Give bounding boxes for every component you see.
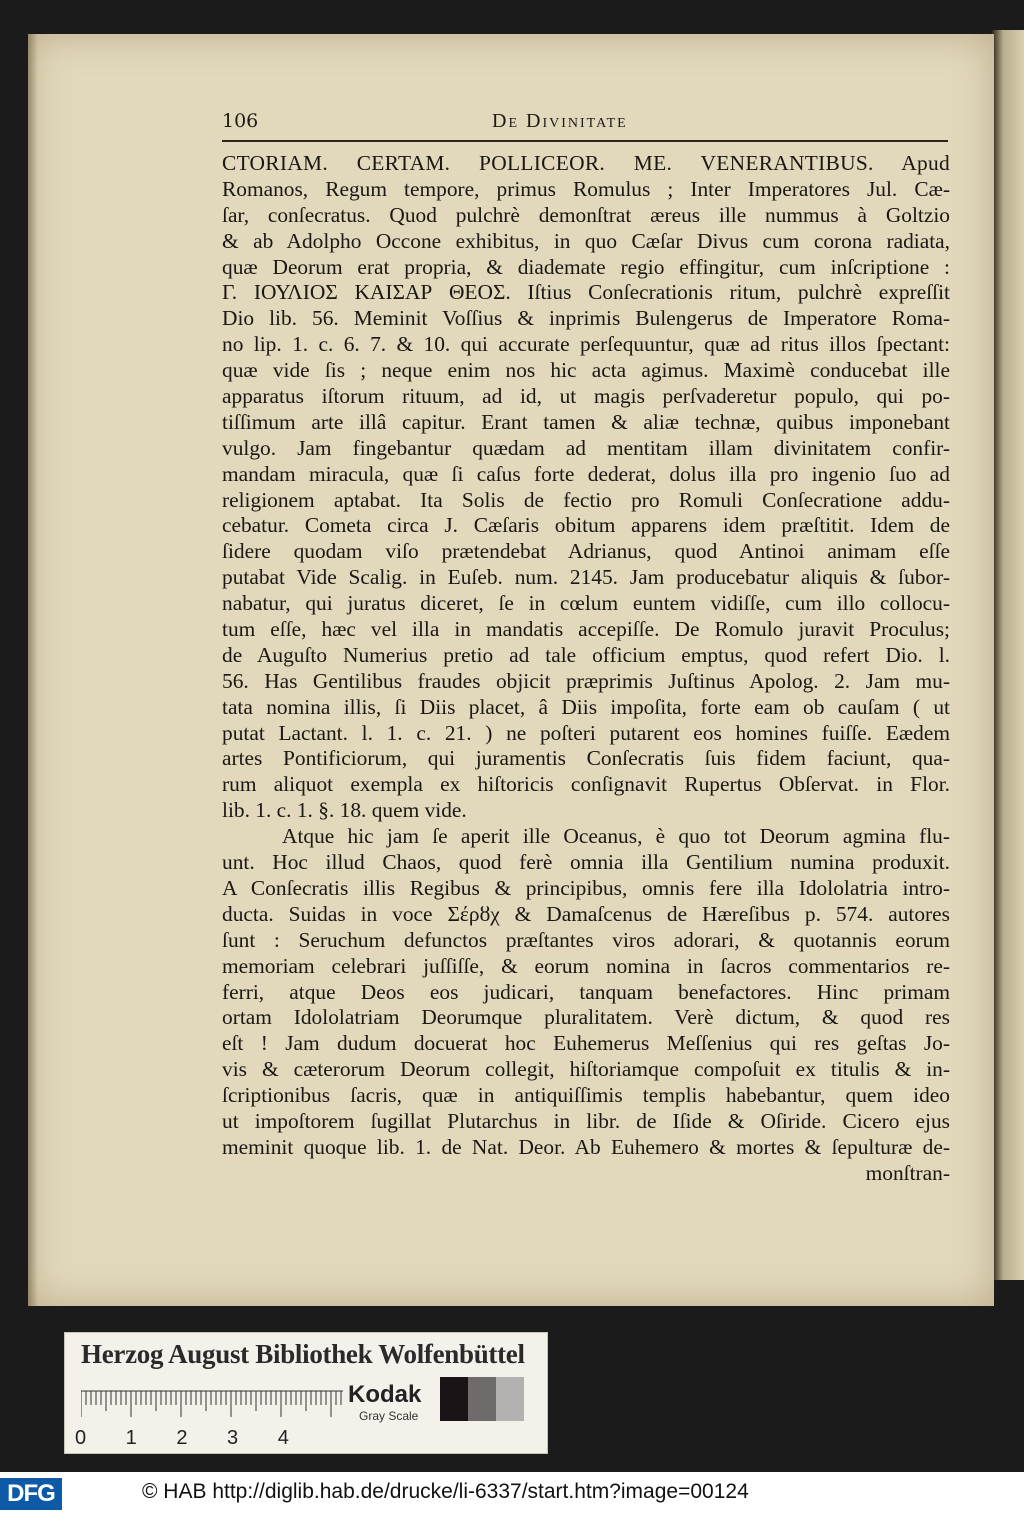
text-line: CTORIAM. CERTAM. POLLICEOR. ME. VENERANTIBUS. Apud bbox=[222, 151, 950, 175]
facing-page-edge bbox=[992, 30, 1024, 1280]
text-line: monſtran- bbox=[865, 1160, 950, 1185]
header-rule bbox=[222, 140, 948, 142]
page-number: 106 bbox=[222, 110, 259, 132]
text-line: putat Lactant. l. 1. c. 21. ) ne poſteri putarent eos homines fuiſſe. Eædem bbox=[222, 720, 950, 745]
text-line: unt. Hoc illud Chaos, quod ferè omnia illa Gentilium numina produxit. bbox=[222, 850, 950, 875]
text-line: cebatur. Cometa circa J. Cæſaris obitum apparens idem præſtitit. Idem de bbox=[222, 513, 950, 538]
text-line: ortam Idololatriam Deorumque pluralitatem. Verè dictum, & quod res bbox=[222, 1005, 950, 1030]
text-line: rum aliquot exempla ex hiſtoricis conſignavit Rupertus Obſervat. in Flor. bbox=[222, 772, 950, 797]
gray-scale-label: Gray Scale bbox=[359, 1409, 419, 1423]
text-line: lib. 1. c. 1. §. 18. quem vide. bbox=[222, 798, 467, 823]
text-line: tiſſimum arte illâ capitur. Erant tamen & aliæ technæ, quibus imponebant bbox=[222, 409, 950, 434]
text-line: eſt ! Jam dudum docuerat hoc Euhemerus Meſſenius qui res geſtas Jo- bbox=[222, 1031, 950, 1056]
text-line: ducta. Suidas in voce Σέρȣχ & Damaſcenus de Hæreſibus p. 574. autores bbox=[222, 901, 950, 926]
text-line: Atque hic jam ſe aperit ille Oceanus, è quo tot Deorum agmina flu- bbox=[282, 824, 950, 849]
text-line: meminit quoque lib. 1. de Nat. Deor. Ab Euhemero & mortes & ſepulturæ de- bbox=[222, 1134, 950, 1159]
gray-swatch-3 bbox=[496, 1377, 524, 1421]
source-url[interactable]: © HAB http://diglib.hab.de/drucke/li-6337/start.htm?image=00124 bbox=[142, 1480, 749, 1503]
text-line: artes Pontificiorum, qui juramentis Conſecratis ſuis fidem faciunt, qua- bbox=[222, 746, 950, 771]
color-calibration-card bbox=[64, 1332, 548, 1454]
text-line: Romanos, Regum tempore, primus Romulus ; Inter Imperatores Jul. Cæ- bbox=[222, 176, 950, 201]
text-line: mandam miracula, quæ ſi caſus forte dederat, dolus illa pro ingenio ſuo ad bbox=[222, 461, 950, 486]
running-head bbox=[222, 110, 948, 142]
gray-swatch-2 bbox=[468, 1377, 496, 1421]
text-line: nabatur, qui juratus diceret, ſe in cœlum euntem vidiſſe, cum illo collocu- bbox=[222, 591, 950, 616]
text-line: religionem aptabat. Ita Solis de fectio pro Romuli Conſecratione addu- bbox=[222, 487, 950, 512]
text-line: no lip. 1. c. 6. 7. & 10. qui accurate perſequuntur, quæ ad ritus illos ſpectant: bbox=[222, 332, 950, 357]
text-line: vis & cæterorum Deorum collegit, hiſtoriamque compoſuit ex titulis & in- bbox=[222, 1057, 950, 1082]
running-title: De Divinitate bbox=[492, 110, 628, 132]
text-line: 56. Has Gentilibus fraudes objicit præprimis Juſtinus Apolog. 2. Jam mu- bbox=[222, 668, 950, 693]
text-line: apparatus iſtorum rituum, ad id, ut magis perſvaderetur populo, qui po- bbox=[222, 384, 950, 409]
text-line: A Conſecratis illis Regibus & principibus, omnis fere illa Idololatria intro- bbox=[222, 875, 950, 900]
text-line: tum eſſe, hæc vel illa in mandatis accepiſſe. De Romulo juravit Proculus; bbox=[222, 617, 950, 642]
text-line: tata nomina illis, ſi Diis placet, â Diis impoſita, forte eam ob cauſam ( ut bbox=[222, 694, 950, 719]
text-line: putabat Vide Scalig. in Euſeb. num. 2145. Jam producebatur aliquis & ſubor- bbox=[222, 565, 950, 590]
text-line: Γ. ΙΟΥΛΙΟΣ ΚΑΙΣΑΡ ΘΕΟΣ. Iſtius Conſecrationis ritum, pulchrè expreſſit bbox=[222, 280, 950, 305]
text-line: quæ vide ſis ; neque enim nos hic acta agimus. Maximè conducebat ille bbox=[222, 358, 950, 383]
text-line: quæ Deorum erat propria, & diademate regio effingitur, cum inſcriptione : bbox=[222, 254, 950, 279]
page-gutter-shadow bbox=[28, 34, 38, 1306]
text-line: ferri, atque Deos eos judicari, tanquam benefactores. Hinc primam bbox=[222, 979, 950, 1004]
text-line: memoriam celebrari juſſiſſe, & eorum nomina in ſacros commentarios re- bbox=[222, 953, 950, 978]
text-line: vulgo. Jam fingebantur quædam ad mentitam illam divinitatem confir- bbox=[222, 435, 950, 460]
text-line: ſar, conſecratus. Quod pulchrè demonſtrat æreus ille nummus à Goltzio bbox=[222, 202, 950, 227]
ruler-digits: 0 1 2 3 4 bbox=[75, 1427, 289, 1449]
text-line: & ab Adolpho Occone exhibitus, in quo Cæſar Divus cum corona radiata, bbox=[222, 228, 950, 253]
text-line: ut impoſtorem ſugillat Plutarchus in libr. de Iſide & Oſiride. Cicero ejus bbox=[222, 1108, 950, 1133]
body-text bbox=[222, 151, 950, 1187]
text-line: Dio lib. 56. Meminit Voſſius & inprimis Bulengerus de Imperatore Roma- bbox=[222, 306, 950, 331]
kodak-logo: Kodak bbox=[348, 1381, 422, 1408]
footer-bar bbox=[0, 1472, 1024, 1516]
text-line: ſidere quodam viſo prætendebat Adrianus, quod Antinoi animam eſſe bbox=[222, 539, 950, 564]
library-name: Herzog August Bibliothek Wolfenbüttel bbox=[81, 1339, 525, 1369]
text-line: ſunt : Seruchum defunctos præſtantes viros adorari, & quotannis eorum bbox=[222, 927, 950, 952]
text-line: de Auguſto Numerius pretio ad tale officium emptus, quod refert Dio. l. bbox=[222, 642, 950, 667]
text-line: ſcriptionibus ſacris, quæ in antiquiſſimis templis habebantur, quem ideo bbox=[222, 1083, 950, 1108]
dfg-logo: DFG bbox=[0, 1478, 62, 1510]
gray-swatch-1 bbox=[440, 1377, 468, 1421]
